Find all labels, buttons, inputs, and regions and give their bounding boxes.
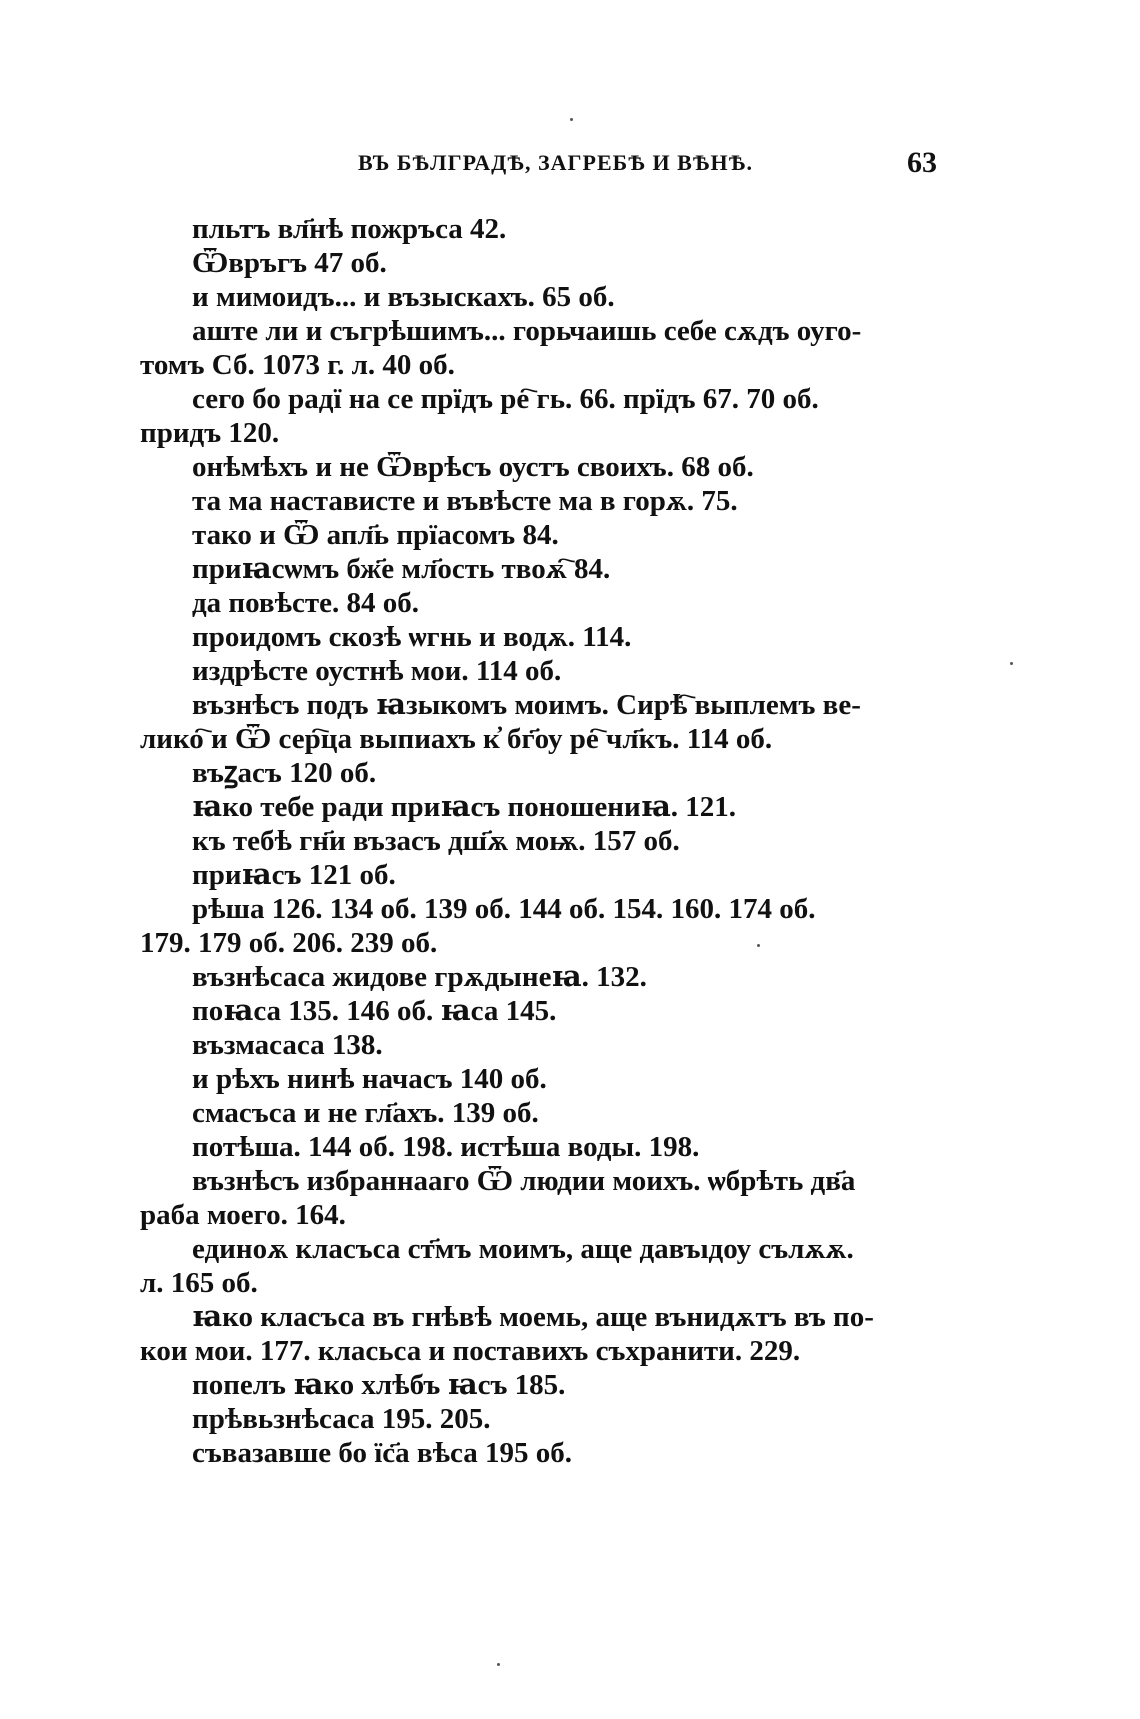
- entry-line: попелъ ꙗко хлѣбъ ꙗсъ 185.: [192, 1369, 566, 1401]
- entry-line-continued: лико҇ и Ѿ сер҇ца выпиахъ к҆ бг҃оу ре҇ чл҃къ. 114 об.: [140, 723, 773, 755]
- entry-1: [140, 212, 952, 246]
- entry-4: [140, 314, 952, 382]
- entry-15: [140, 790, 952, 824]
- entry-17: [140, 858, 952, 892]
- entry-2: [140, 246, 952, 280]
- entry-line-continued: раба моего. 164.: [140, 1199, 346, 1231]
- entry-line: съвазавше бо їс҃а вѣса 195 об.: [192, 1437, 572, 1469]
- entry-line: да повѣсте. 84 об.: [192, 587, 419, 619]
- entry-line: къ тебѣ гн҃и възасъ дш҃ѫ моѭ. 157 об.: [192, 825, 680, 857]
- entry-line: Ѿвръгъ 47 об.: [192, 247, 387, 279]
- entry-line: приꙗсѡмъ бж҃е мл҃ость твоѫ҇ 84.: [192, 553, 611, 585]
- entry-line: възнѣсъ избраннааго Ѿ людии моихъ. ѡбрѣть дв҃а: [192, 1165, 856, 1197]
- entry-line: единоѫ класъса ст҃мъ моимъ, аще давъıдоу сълѫѫ.: [192, 1233, 854, 1265]
- running-head: ВЪ БѢЛГРАДѢ, ЗАГРЕБѢ И ВѢНѢ.: [358, 150, 753, 175]
- entry-line-continued: л. 165 об.: [140, 1267, 258, 1299]
- print-speck: [570, 118, 573, 121]
- entry-3: [140, 280, 952, 314]
- entry-20: [140, 994, 952, 1028]
- entry-29: [140, 1402, 952, 1436]
- entry-line: потѣша. 144 об. 198. истѣша воды. 198.: [192, 1131, 700, 1163]
- entry-23: [140, 1096, 952, 1130]
- entry-7: [140, 484, 952, 518]
- entry-line: възнѣсъ подъ ꙗзыкомъ моимъ. Сирѣ҇ выплемъ ве-: [192, 689, 861, 721]
- entry-line-continued: томъ Сб. 1073 г. л. 40 об.: [140, 349, 455, 381]
- entry-11: [140, 620, 952, 654]
- entry-line-continued: придъ 120.: [140, 417, 280, 449]
- entry-14: [140, 756, 952, 790]
- entry-5: [140, 382, 952, 450]
- entry-line: сего бо радї на се прїдъ ре҇ гь. 66. прїдъ 67. 70 об.: [192, 383, 819, 415]
- entry-28: [140, 1368, 952, 1402]
- print-speck: [1010, 662, 1013, 665]
- entry-line: проидомъ скозѣ ѡгнь и водѫ. 114.: [192, 621, 632, 653]
- entry-line: аште ли и съгрѣшимъ... горьчаишь себе сѫдъ оуго-: [192, 315, 862, 347]
- entry-22: [140, 1062, 952, 1096]
- entry-10: [140, 586, 952, 620]
- entry-line: рѣша 126. 134 об. 139 об. 144 об. 154. 160. 174 об.: [192, 893, 816, 925]
- entry-9: [140, 552, 952, 586]
- entry-line: поꙗса 135. 146 об. ꙗса 145.: [192, 995, 557, 1027]
- entry-26: [140, 1232, 952, 1300]
- entry-line: та ма настависте и въвѣсте ма в горѫ. 75.: [192, 485, 738, 517]
- entry-30: [140, 1436, 952, 1470]
- entry-13: [140, 688, 952, 756]
- entry-line: пльтъ вл҃нѣ пожръса 42.: [192, 213, 507, 245]
- entry-line: възмасаса 138.: [192, 1029, 383, 1061]
- entry-line: тако и Ѿ апл҃ь прїасомъ 84.: [192, 519, 559, 551]
- entry-line-continued: 179. 179 об. 206. 239 об.: [140, 927, 438, 959]
- entry-line: въꙁасъ 120 об.: [192, 757, 377, 789]
- entry-line: ꙗко тебе ради приꙗсъ поношениꙗ. 121.: [192, 791, 737, 823]
- entry-line: онѣмѣхъ и не Ѿврѣсъ оустъ своихъ. 68 об.: [192, 451, 754, 483]
- entry-27: [140, 1300, 952, 1368]
- entry-21: [140, 1028, 952, 1062]
- print-speck: [497, 1663, 500, 1666]
- entry-18: [140, 892, 952, 960]
- entry-6: [140, 450, 952, 484]
- entry-line: възнѣсаса жидове грѫдынеꙗ. 132.: [192, 961, 647, 993]
- entry-line-continued: кои мои. 177. класьса и поставихъ съхранити. 229.: [140, 1335, 801, 1367]
- page-number: 63: [907, 146, 937, 179]
- entry-8: [140, 518, 952, 552]
- entry-19: [140, 960, 952, 994]
- entry-line: смасъса и не гл҃ахъ. 139 об.: [192, 1097, 539, 1129]
- entry-line: и мимоидъ... и възыскахъ. 65 об.: [192, 281, 615, 313]
- entry-16: [140, 824, 952, 858]
- entry-24: [140, 1130, 952, 1164]
- text-block: [140, 212, 952, 1470]
- print-speck: [757, 944, 760, 947]
- entry-line: приꙗсъ 121 об.: [192, 859, 396, 891]
- entry-25: [140, 1164, 952, 1232]
- entry-line: и рѣхъ нинѣ начасъ 140 об.: [192, 1063, 547, 1095]
- entry-line: прѣвьзнѣсаса 195. 205.: [192, 1403, 491, 1435]
- entry-line: ꙗко класъса въ гнѣвѣ моемь, аще вънидѫтъ въ по-: [192, 1301, 874, 1333]
- entry-line: издрѣсте оустнѣ мои. 114 об.: [192, 655, 562, 687]
- entry-12: [140, 654, 952, 688]
